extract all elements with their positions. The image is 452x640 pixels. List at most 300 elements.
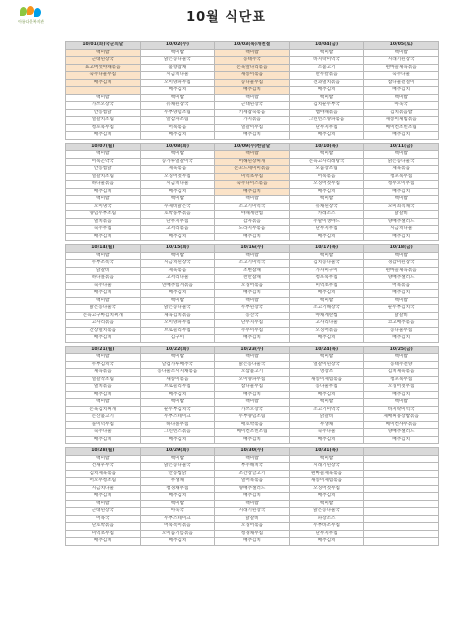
dinner-row [66,203,439,211]
lunch-item: 돈꼬드세미미볶음 [215,166,290,174]
lunch-item: 청무오이무침 [364,181,439,189]
dinner-item: 근대된장국 [66,508,141,516]
lunch-item: 오징어젓무침 [289,485,364,493]
lunch-item: 시래기된장국 [364,57,439,65]
lunch-item: 시금치나물 [140,72,215,80]
dinner-item: 소고기해장국 [289,305,364,313]
lunch-item: 콩가루얼갈이국 [140,158,215,166]
lunch-item: 배추김치 [215,391,290,399]
lunch-item: 백미밥 [66,151,141,159]
lunch-item: 닭갈비 [66,267,141,275]
dinner-item: 시래기된장국 [215,508,290,516]
lunch-item: 배추김치 [215,188,290,196]
lunch-item: 안동찜닭 [140,470,215,478]
lunch-row [66,79,439,87]
dinner-item: 오징어볶음 [289,327,364,335]
lunch-item: 견과멸치볶음 [289,79,364,87]
dinner-item: 소고기미역국 [289,406,364,414]
logo-text: 아름다운복지관 [18,19,44,24]
lunch-item: 배추김치 [364,87,439,95]
lunch-item: 맑은콩나물국 [140,57,215,65]
lunch-item: 얼갈이된장국 [289,361,364,369]
lunch-item: 돈육고사리레탕국 [289,158,364,166]
date-cell: 10/14(월) [66,245,141,253]
lunch-row [66,493,439,501]
page-title: 10월 식단표 [186,10,266,25]
dinner-item: 콩나물무침 [364,327,439,335]
date-row [66,143,439,151]
dinner-row [66,117,439,125]
dinner-row [66,406,439,414]
dinner-row [66,305,439,313]
lunch-row [66,49,439,57]
lunch-item: 배추김치 [140,290,215,298]
lunch-row [66,391,439,399]
dinner-item: 백미밥 [140,500,215,508]
lunch-item: 무생채 [140,478,215,486]
dinner-item: 감자볶음 [215,218,290,226]
date-cell: 10/23(수) [215,346,290,354]
dinner-item: 안동찜닭 [66,109,141,117]
lunch-item: 어묵볶음 [289,173,364,181]
dinner-item: 제배찌뭉장밥볶음 [364,414,439,422]
dinner-item: 숙주나물 [66,429,141,437]
lunch-item: 돈육앞다리볶음 [215,64,290,72]
lunch-row [66,485,439,493]
dinner-item: 가쓰오장국 [66,102,141,110]
dinner-row [66,327,439,335]
dinner-item: 바지락미역국 [364,406,439,414]
dinner-item: 유채된장국 [289,203,364,211]
lunch-row [66,470,439,478]
date-cell: 10/16(수) [215,245,290,253]
lunch-item: 백미밥 [215,354,290,362]
lunch-item: 시래기된장국 [289,463,364,471]
lunch-item: 어오무청조림 [66,478,141,486]
lunch-item: 두부김치국 [66,361,141,369]
dinner-item: 두부스테이크 [140,515,215,523]
date-cell: 10/21(월) [66,346,141,354]
lunch-item: 시금치나물 [140,181,215,189]
lunch-item: 안동찜닭 [66,166,141,174]
lunch-item: 백미밥 [289,354,364,362]
dinner-row [66,297,439,305]
dinner-item: 오이냉국 [66,203,141,211]
dinner-row [66,109,439,117]
lunch-item: 새송이제빔볶음 [289,478,364,486]
lunch-item: 맑은콩나물국 [140,463,215,471]
dinner-item: 어묵복이볶음 [140,523,215,531]
lunch-item [364,485,439,493]
date-cell: 10/31(목) [289,448,364,456]
lunch-item: 배추김치 [289,290,364,298]
lunch-item: 맑은콩나물국 [364,158,439,166]
lunch-item: 시금치된장국 [140,260,215,268]
dinner-item: 배추김치 [289,233,364,241]
lunch-row [66,267,439,275]
dinner-item: 단호박볶음 [66,523,141,531]
dinner-row [66,414,439,422]
dinner-item: 배추김치 [364,132,439,140]
lunch-item: 배추김치 [140,493,215,501]
lunch-item: 배추김치 [140,188,215,196]
dinner-item: 애호박볶음 [215,421,290,429]
menu-table [65,41,439,546]
dinner-row [66,335,439,343]
dinner-row [66,94,439,102]
dinner-item [364,530,439,538]
dinner-item [364,508,439,516]
lunch-item: 제육볶음 [364,166,439,174]
lunch-item: 오징어볶음 [215,282,290,290]
lunch-item: 백미밥 [66,49,141,57]
dinner-item: 백미밥 [289,500,364,508]
lunch-item: 백미밥 [140,455,215,463]
dinner-row [66,530,439,538]
lunch-item: 얼갈작조림 [66,376,141,384]
dinner-item: 야채계란찜 [215,211,290,219]
date-cell: 10/28(월) [66,448,141,456]
dinner-item: 순두부김치국 [140,406,215,414]
lunch-item: 동태주전양 [364,361,439,369]
lunch-row [66,252,439,260]
dinner-item: 미역초무침 [66,530,141,538]
dinner-item: 김치순두부국 [289,102,364,110]
date-cell: 10/09(수)한글날 [215,143,290,151]
dinner-item: 하나볼무침 [140,421,215,429]
dinner-row [66,429,439,437]
dinner-item [364,523,439,531]
lunch-item: 백미밥 [66,252,141,260]
dinner-item: 닭갈비 [364,312,439,320]
lunch-item: 편마늘제육볶음 [364,267,439,275]
lunch-item: 백미밥 [66,354,141,362]
lunch-item: 백미밥 [215,49,290,57]
dinner-item: 어묵볶음 [140,124,215,132]
dinner-row [66,421,439,429]
date-row [66,245,439,253]
dinner-item: 브로콜리무침 [140,327,215,335]
lunch-item: 날겁가루배추국 [140,361,215,369]
dinner-item: 배추김치 [364,233,439,241]
dinner-item: 간장멸치볶음 [66,327,141,335]
date-cell: 10/17(목) [289,245,364,253]
dinner-item: 소고기미역국 [215,203,290,211]
dinner-item: 알감자조림 [140,117,215,125]
dinner-item: 두부양념조림 [215,414,290,422]
lunch-item: 어묵볶음 [364,282,439,290]
dinner-row [66,124,439,132]
dinner-item: 돈산불고기 [66,414,141,422]
dinner-item: 야채계란찜 [289,312,364,320]
dinner-item: 돌이덕무침 [66,421,141,429]
dinner-item: 배추김치 [215,233,290,241]
dinner-item: 고사리나물 [289,320,364,328]
date-row [66,42,439,50]
lunch-row [66,275,439,283]
lunch-item [364,470,439,478]
lunch-item: 김치제육볶음 [66,470,141,478]
lunch-item [364,455,439,463]
dinner-item: 베이컨조빈조림 [364,124,439,132]
date-cell: 10/02(수) [140,42,215,50]
lunch-item: 배추김치 [140,87,215,95]
lunch-item: 배추김치 [66,290,141,298]
dinner-item: 두부스테이크 [140,414,215,422]
dinner-item: 돈육김치찌개 [66,406,141,414]
dinner-item: 맑은콩나물국 [140,305,215,313]
lunch-item: 콩나물무침 [215,79,290,87]
dinner-item: 아욱국 [140,508,215,516]
lunch-row [66,290,439,298]
dinner-item: 동산국 [215,312,290,320]
lunch-item: 백미밥 [215,455,290,463]
dinner-item: 백미밥 [66,297,141,305]
dinner-item: 양배추샐러드 [364,218,439,226]
date-cell: 10/25(금) [364,346,439,354]
dinner-item: 배추김치 [140,132,215,140]
lunch-item: 영장조 [289,369,364,377]
lunch-item: 브로콜리무침 [140,384,215,392]
dinner-row [66,226,439,234]
lunch-row [66,173,439,181]
lunch-item: 가자미구이 [289,267,364,275]
dinner-item: 배추김치 [215,436,290,444]
lunch-item: 새송이볶음 [140,376,215,384]
lunch-item: 백미밥 [140,151,215,159]
dinner-item: 주무이무침 [215,327,290,335]
lunch-item: 어묵곤약국 [66,158,141,166]
lunch-item: 김치제육볶음 [364,369,439,377]
lunch-item: 참나물무침 [215,384,290,392]
dinner-item: 백미밥 [215,94,290,102]
dinner-row [66,399,439,407]
dinner-item: 백미밥 [215,196,290,204]
dinner-item: 배추김치 [364,335,439,343]
dinner-item: 어목국 [66,515,141,523]
lunch-item: 오징어젓무침 [364,384,439,392]
dinner-item: 근대된장국 [215,102,290,110]
dinner-item: 그린빈스양파볶음 [289,117,364,125]
lunch-item: 조변잡채 [215,267,290,275]
dinner-row [66,538,439,546]
dinner-item: 백미밥 [66,94,141,102]
dinner-item: 배추김치 [289,335,364,343]
lunch-item: 하나물볶음 [66,181,141,189]
dinner-item: 두부된장국 [215,305,290,313]
dinner-item: 파장소스 [289,515,364,523]
dinner-item: 배추김치 [215,335,290,343]
lunch-row [66,376,439,384]
dinner-row [66,523,439,531]
dinner-item: 백미밥 [289,399,364,407]
dinner-item: 호박풍부볶음 [140,211,215,219]
lunch-item: 오삼불고기 [215,369,290,377]
lunch-item: 소고기미역국 [215,260,290,268]
lunch-row [66,158,439,166]
lunch-item: 백미밥 [364,151,439,159]
lunch-item: 바지락미역국 [289,57,364,65]
dinner-item: 베이컨조빈조림 [215,429,290,437]
dinner-item: 백미밥 [289,196,364,204]
dinner-item: 배추김치 [140,538,215,546]
lunch-item: 콩나물무침 [289,384,364,392]
lunch-item: 배추김치 [364,290,439,298]
dinner-item: 닭갈비 [289,414,364,422]
lunch-item: 건새우무국 [66,463,141,471]
date-cell: 10/11(금) [364,143,439,151]
dinner-item: 청포묵무침 [66,124,141,132]
dinner-item: 배추김치 [66,335,141,343]
dinner-item: 오징어볶음 [215,523,290,531]
lunch-item: 백미밥 [140,252,215,260]
lunch-row [66,188,439,196]
dinner-item: 단무지무침 [289,530,364,538]
dinner-row [66,211,439,219]
date-cell: 10/03(목)개천절 [215,42,290,50]
lunch-row [66,455,439,463]
lunch-item: 백미밥 [215,151,290,159]
dinner-item: 백미밥 [140,196,215,204]
dinner-item: 단무지무침 [215,320,290,328]
dinner-item: 배추김치 [140,436,215,444]
dinner-item: 키세잡숙볶음 [215,109,290,117]
dinner-item: 닭갈비 [364,211,439,219]
lunch-item: 표고버섯야채볶음 [66,64,141,72]
lunch-item: 배추김치 [289,391,364,399]
lunch-row [66,478,439,486]
lunch-item: 제육볶음 [140,267,215,275]
dinner-item [364,515,439,523]
lunch-item: 시금치나물 [66,485,141,493]
lunch-item [364,493,439,501]
lunch-item: 백미밥 [289,151,364,159]
dinner-item: 백미밥 [215,500,290,508]
lunch-item: 두부조폭국 [66,260,141,268]
date-cell: 10/07(월) [66,143,141,151]
lunch-item: 숙주나이스볶음 [215,181,290,189]
dinner-item: 가지볶음 [215,117,290,125]
lunch-item: 김치콩나물국 [289,260,364,268]
dinner-item: 배추김치 [66,436,141,444]
dinner-item: 제육김치볶음 [140,312,215,320]
lunch-item: 편마늘제육볶음 [289,470,364,478]
dinner-item: 아욱국 [364,102,439,110]
dinner-row [66,233,439,241]
dinner-item: 얼갈치조림 [66,117,141,125]
dinner-item: 고서리볶음 [140,226,215,234]
lunch-row [66,57,439,65]
dinner-item: 가쓰오장국 [215,406,290,414]
dinner-item: 햄야채볶음 [289,109,364,117]
dinner-item: 그린빈스볶음 [140,429,215,437]
lunch-item: 배추김치 [364,391,439,399]
dinner-row [66,515,439,523]
lunch-item: 배추김치 [289,188,364,196]
lunch-row [66,72,439,80]
dinner-item: 백미밥 [140,297,215,305]
dinner-item: 배추김치 [66,538,141,546]
lunch-item: 맑은콩나물국 [215,361,290,369]
dinner-item: 맑은콩나물국 [66,305,141,313]
dinner-item: 시금치나물 [364,226,439,234]
dinner-item: 오이듬기름볶음 [140,530,215,538]
lunch-item: 백미밥 [289,252,364,260]
date-cell: 10/24(목) [289,346,364,354]
dinner-row [66,320,439,328]
dinner-item: 배추김치 [215,132,290,140]
dinner-item: 양배추샐러드 [364,429,439,437]
lunch-item: 배추김치 [289,87,364,95]
lunch-item: 숙주나물 [66,282,141,290]
dinner-item: 단무지무침 [289,124,364,132]
lunch-item: 근대된장국 [66,57,141,65]
dinner-item: 배추김치 [66,233,141,241]
lunch-item: 백미밥 [289,455,364,463]
lunch-row [66,260,439,268]
lunch-item: 숙주나물무침 [66,72,141,80]
lunch-item: 배추김치 [66,493,141,501]
dinner-item: 오이양파무침 [140,320,215,328]
lunch-row [66,384,439,392]
dinner-item: 닭갈비 [215,515,290,523]
dinner-item: 양념두부조림 [66,211,141,219]
dinner-item: 베이컨샤무볶음 [364,421,439,429]
dinner-item: 열치볶음 [66,218,141,226]
dinner-item: 배추김치 [66,132,141,140]
dinner-item: 무생채 [289,421,364,429]
lunch-item: 배추김치 [364,188,439,196]
lunch-item: 경감미된장국 [364,260,439,268]
dinner-item: 김구이 [140,335,215,343]
lunch-row [66,151,439,159]
dinner-item: 백미밥 [140,399,215,407]
lunch-item: 소불고기 [289,64,364,72]
lunch-item: 청포묵무침 [289,275,364,283]
dinner-item: 두부바조무침 [289,523,364,531]
lunch-item [66,87,141,95]
lunch-item: 부주해치국 [215,463,290,471]
date-cell: 10/10(목) [289,143,364,151]
dinner-item: 숙주무침 [66,226,141,234]
lunch-row [66,369,439,377]
lunch-item: 새송이제빔볶음 [289,376,364,384]
lunch-item: 배추김치 [66,188,141,196]
date-cell: 10/15(화) [140,245,215,253]
lunch-item: 배추김치 [66,391,141,399]
dinner-item: 수제비맑은국 [140,203,215,211]
lunch-row [66,361,439,369]
dinner-item: 백미밥 [364,297,439,305]
lunch-item: 백미밥 [364,49,439,57]
date-cell: 10/22(화) [140,346,215,354]
lunch-item: 배추김치 [215,87,290,95]
dinner-item: 백미밥 [66,500,141,508]
lunch-item: 양배추샐러드 [215,485,290,493]
lunch-row [66,181,439,189]
dinner-item: 백미밥 [215,297,290,305]
dinner-item: 김치볶음밥 [364,109,439,117]
lunch-item: 참나물겉절이 [364,79,439,87]
lunch-item: 콩나물소시지채볶음 [140,369,215,377]
lunch-item: 고서리나물 [140,275,215,283]
lunch-row [66,354,439,362]
lunch-item: 배추김치 [66,79,141,87]
lunch-item: 제육볶음 [66,369,141,377]
dinner-item: 백미밥 [66,399,141,407]
lunch-item: 오이양파무침 [215,376,290,384]
lunch-row [66,282,439,290]
